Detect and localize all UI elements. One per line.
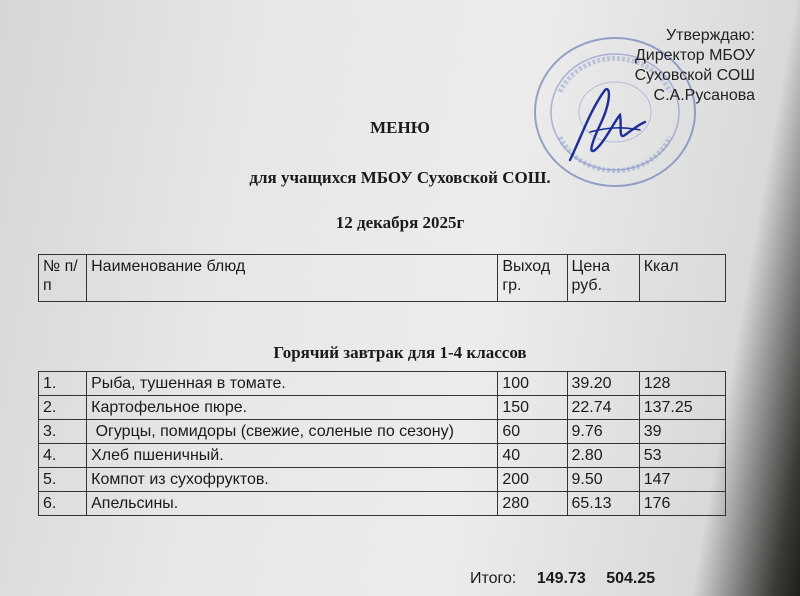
row-yield: 200	[498, 468, 567, 492]
approval-block	[635, 26, 755, 106]
table-row	[39, 396, 726, 420]
total-price: 149.73	[536, 570, 586, 587]
row-num: 3.	[39, 420, 87, 444]
section-title: Горячий завтрак для 1-4 классов	[273, 343, 527, 362]
table-row	[39, 492, 726, 516]
column-header-kcal: Ккал	[639, 255, 725, 302]
column-header-num: № п/п	[39, 255, 87, 302]
approval-line: Утверждаю:	[666, 27, 755, 44]
row-kcal: 39	[639, 420, 725, 444]
table-row	[39, 420, 726, 444]
row-dish: Хлеб пшеничный.	[87, 444, 498, 468]
row-yield: 40	[498, 444, 567, 468]
table-row	[39, 372, 726, 396]
row-kcal: 176	[639, 492, 725, 516]
row-price: 22.74	[567, 396, 639, 420]
row-dish: Картофельное пюре.	[87, 396, 498, 420]
table-row	[39, 468, 726, 492]
row-num: 6.	[39, 492, 87, 516]
approval-director-name: С.А.Русанова	[653, 87, 755, 104]
total-kcal: 504.25	[606, 570, 656, 587]
row-price: 65.13	[567, 492, 639, 516]
row-yield: 150	[498, 396, 567, 420]
row-yield: 100	[498, 372, 567, 396]
row-num: 1.	[39, 372, 87, 396]
row-dish: Рыба, тушенная в томате.	[87, 372, 498, 396]
approval-position: Директор МБОУ	[634, 47, 755, 64]
row-price: 2.80	[567, 444, 639, 468]
page-subtitle: для учащихся МБОУ Суховской СОШ.	[249, 168, 551, 187]
row-kcal: 53	[639, 444, 725, 468]
row-num: 2.	[39, 396, 87, 420]
total-line	[470, 570, 655, 588]
total-label: Итого:	[470, 570, 517, 587]
column-header-yield: Выход гр.	[498, 255, 567, 302]
row-price: 9.76	[567, 420, 639, 444]
approval-organization: Суховской СОШ	[634, 67, 755, 84]
row-dish: Огурцы, помидоры (свежие, соленые по сезону)	[87, 420, 498, 444]
row-price: 39.20	[567, 372, 639, 396]
row-kcal: 147	[639, 468, 725, 492]
menu-date: 12 декабря 2025г	[335, 213, 465, 232]
row-yield: 60	[498, 420, 567, 444]
row-dish: Компот из сухофруктов.	[87, 468, 498, 492]
row-dish: Апельсины.	[87, 492, 498, 516]
row-yield: 280	[498, 492, 567, 516]
menu-table	[38, 371, 726, 516]
column-header-name: Наименование блюд	[87, 255, 498, 302]
page-title: МЕНЮ	[370, 118, 430, 137]
menu-table-header	[38, 254, 726, 302]
row-kcal: 128	[639, 372, 725, 396]
row-kcal: 137.25	[639, 396, 725, 420]
row-price: 9.50	[567, 468, 639, 492]
row-num: 5.	[39, 468, 87, 492]
table-header-row	[39, 255, 726, 302]
column-header-price: Цена руб.	[567, 255, 639, 302]
table-row	[39, 444, 726, 468]
row-num: 4.	[39, 444, 87, 468]
